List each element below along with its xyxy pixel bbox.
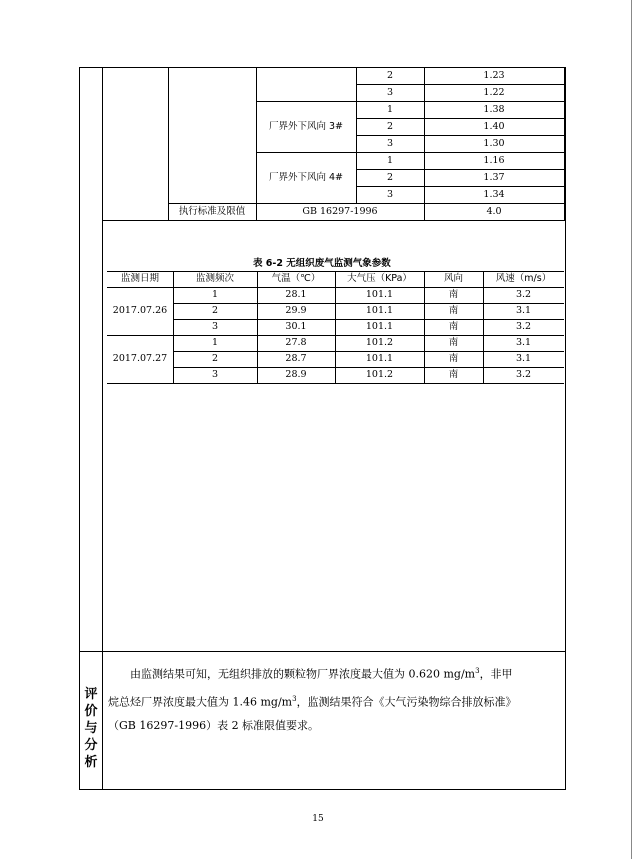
weather-row-pressure: 101.1	[365, 305, 394, 316]
weather-row-dir: 南	[448, 305, 459, 316]
upper-freq-cell: 2	[386, 70, 394, 81]
weather-row-pressure: 101.2	[365, 369, 394, 380]
weather-row-dir: 南	[448, 369, 459, 380]
upper-freq-cell: 1	[386, 155, 394, 166]
weather-row-temp: 28.9	[285, 369, 307, 380]
weather-row-speed: 3.2	[515, 321, 532, 332]
evaluation-paragraph: 由监测结果可知，无组织排放的颗粒物厂界浓度最大值为 0.620 $mg/m^3$，非甲 烷总烃厂界浓度最大值为 1.46 $mg/m^3$，监测结果符合《大气污染物综合排放标准》 （GB 16297-1996）表 2 标准限值要求。	[108, 667, 517, 733]
weather-row-freq: 2	[211, 353, 219, 364]
section-divider	[79, 651, 566, 652]
weather-row-dir: 南	[448, 353, 459, 364]
header-frequency: 监测频次	[195, 273, 234, 284]
header-date: 监测日期	[120, 273, 159, 284]
weather-row-pressure: 101.1	[365, 321, 394, 332]
date-cell: 2017.07.27	[112, 353, 168, 364]
header-wind-speed: 风速（m/s）	[495, 273, 552, 284]
weather-row-temp: 28.7	[285, 353, 307, 364]
date-cell: 2017.07.26	[112, 305, 168, 316]
weather-row-dir: 南	[448, 337, 459, 348]
weather-row-temp: 27.8	[285, 337, 307, 348]
weather-row-speed: 3.1	[515, 337, 532, 348]
weather-row-speed: 3.1	[515, 305, 532, 316]
upper-freq-cell: 2	[386, 121, 394, 132]
page-number: 15	[312, 814, 324, 824]
weather-row-speed: 3.2	[515, 289, 532, 300]
upper-value-cell: 1.37	[483, 172, 505, 183]
upper-value-cell: 1.16	[483, 155, 505, 166]
upper-freq-cell: 3	[386, 87, 394, 98]
weather-row-temp: 30.1	[285, 321, 307, 332]
location-label-4: 厂界外下风向 4#	[268, 172, 344, 183]
upper-freq-cell: 2	[386, 172, 394, 183]
weather-row-freq: 1	[211, 337, 219, 348]
upper-value-cell: 1.22	[483, 87, 505, 98]
upper-value-cell: 1.30	[483, 138, 505, 149]
weather-row-speed: 3.2	[515, 369, 532, 380]
header-pressure: 大气压（KPa）	[347, 273, 412, 284]
upper-freq-cell: 1	[386, 104, 394, 115]
upper-value-cell: 1.40	[483, 121, 505, 132]
weather-row-pressure: 101.2	[365, 337, 394, 348]
weather-table-caption: 表 6-2 无组织废气监测气象参数	[253, 258, 391, 269]
weather-row-freq: 3	[211, 369, 219, 380]
standard-code: GB 16297-1996	[302, 206, 378, 217]
standard-label: 执行标准及限值	[178, 206, 246, 217]
weather-row-temp: 29.9	[285, 305, 307, 316]
side-column-divider	[102, 67, 103, 790]
weather-row-dir: 南	[448, 321, 459, 332]
weather-row-freq: 1	[211, 289, 219, 300]
upper-freq-cell: 3	[386, 189, 394, 200]
standard-limit: 4.0	[486, 206, 502, 217]
weather-row-temp: 28.1	[285, 289, 307, 300]
header-temperature: 气温（℃）	[271, 273, 321, 284]
weather-row-pressure: 101.1	[365, 289, 394, 300]
weather-row-speed: 3.1	[515, 353, 532, 364]
weather-row-freq: 3	[211, 321, 219, 332]
upper-value-cell: 1.38	[483, 104, 505, 115]
upper-freq-cell: 3	[386, 138, 394, 149]
weather-row-freq: 2	[211, 305, 219, 316]
page-edge	[631, 0, 632, 859]
upper-value-cell: 1.23	[483, 70, 505, 81]
upper-value-cell: 1.34	[483, 189, 505, 200]
header-wind-direction: 风向	[443, 273, 463, 284]
location-label-3: 厂界外下风向 3#	[268, 121, 344, 132]
evaluation-side-label: 评 价 与 分 析	[84, 687, 98, 770]
weather-row-dir: 南	[448, 289, 459, 300]
weather-row-pressure: 101.1	[365, 353, 394, 364]
